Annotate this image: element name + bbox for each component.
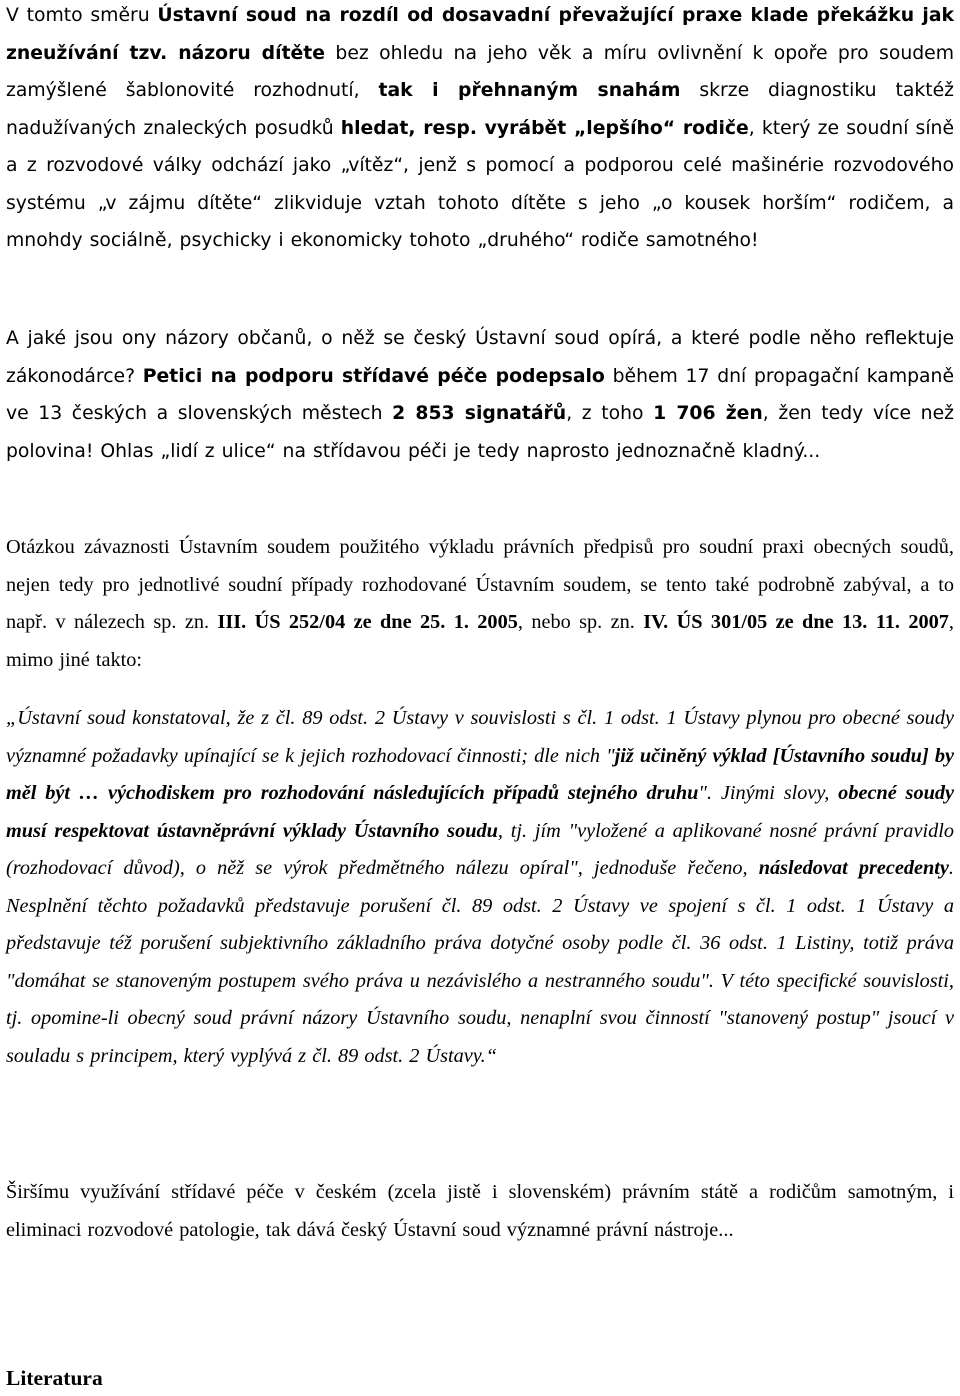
- text-span: během 17 dní propagační kampaně ve 13 českých a slovenských městech: [6, 365, 954, 424]
- text-span: , tj. jím "vyložené a aplikované nosné právní pravidlo (rozhodovací důvod), o něž se výrok předmětného nálezu opíral", jednoduše řečeno,: [6, 819, 954, 879]
- paragraph-constitutional-court-view: [6, 0, 954, 260]
- bold-text: již učiněný výklad [Ústavního soudu] by měl být … východiskem pro rozhodování následujících případů stejného druhu: [6, 744, 954, 804]
- bold-text: IV. ÚS 301/05 ze dne 13. 11. 2007: [643, 611, 949, 633]
- text-span: , z toho: [566, 403, 654, 424]
- bold-text: Ústavní soud na rozdíl od dosavadní převažující praxe klade překážku jak zneužívání tzv. názoru dítěte: [6, 5, 954, 64]
- text-span: Širšímu využívání střídavé péče v českém (zcela jistě i slovenském) právním státě a rodičům samotným, i eliminaci rozvodové patologie, tak dává český Ústavní soud významné právní nástroje...: [6, 1181, 954, 1241]
- bold-text: Petici na podporu střídavé péče podepsalo: [142, 365, 605, 387]
- bold-text: hledat, resp. vyrábět „lepšího“ rodiče: [340, 117, 749, 139]
- text-span: „Ústavní soud konstatoval, že z čl. 89 odst. 2 Ústavy v souvislosti s čl. 1 odst. 1 Ústavy plynou pro obecné soudy významné požadavky upínající se k jejich rozhodovací činnosti; dle nich ": [6, 707, 954, 767]
- text-span: A jaké jsou ony názory občanů, o něž se český Ústavní soud opírá, a které podle něho reflektuje zákonodárce?: [6, 328, 954, 387]
- paragraph-binding-interpretation: [6, 529, 954, 679]
- bold-text: 2 853 signatářů: [392, 403, 567, 424]
- bold-text: tak i přehnaným snahám: [378, 80, 681, 101]
- text-span: ". Jinými slovy,: [698, 782, 839, 804]
- section-heading-literatura: Literatura: [6, 1366, 103, 1390]
- text-span: , nebo sp. zn.: [517, 611, 644, 633]
- text-span: , mimo jiné takto:: [6, 611, 954, 671]
- text-span: Otázkou závaznosti Ústavním soudem použitého výkladu právních předpisů pro soudní praxi obecných soudů, nejen tedy pro jednotlivé soudní případy rozhodované Ústavním soudem, se tento také podrobně zabýval, a to např. v nálezech sp. zn.: [6, 536, 954, 633]
- bold-text: 1 706 žen: [653, 403, 763, 424]
- text-span: V tomto směru: [6, 5, 158, 26]
- paragraph-conclusion: [6, 1174, 954, 1249]
- text-span: . Nesplnění těchto požadavků představuje porušení čl. 89 odst. 2 Ústavy ve spojení s čl. 1 odst. 1 Ústavy a představuje též porušení subjektivního základního práva dotyčné osoby podle čl. 36 odst. 1 Listiny, totiž práva "domáhat se stanoveným postupem svého práva u nezávislého a nestranného soudu". V této specifické souvislosti, tj. opomine-li obecný soud právní názory Ústavního soudu, nenaplní svou činností "stanovený postup" jsoucí v souladu s principem, který vyplývá z čl. 89 odst. 2 Ústavy.“: [6, 857, 954, 1067]
- bold-text: III. ÚS 252/04 ze dne 25. 1. 2005: [217, 611, 518, 633]
- text-span: , který ze soudní síně a z rozvodové války odchází jako „vítěz“, jenž s pomocí a podporou celé mašinérie rozvodového systému „v zájmu dítěte“ zlikviduje vztah tohoto dítěte s jeho „o kousek horším“ rodičem, a mnohdy sociálně, psychicky i ekonomicky tohoto „druhého“ rodiče samotného!: [6, 117, 955, 251]
- text-span: skrze diagnostiku taktéž nadužívaných znaleckých posudků: [6, 80, 955, 139]
- paragraph-petition: [6, 320, 954, 470]
- text-span: , žen tedy více než polovina! Ohlas „lidí z ulice“ na střídavou péči je tedy naprosto jednoznačně kladný...: [6, 403, 954, 462]
- bold-text: následovat precedenty: [758, 857, 949, 879]
- quotation-block: [6, 700, 954, 1075]
- text-span: bez ohledu na jeho věk a míru ovlivnění k opoře pro soudem zamýšlené šablonovité rozhodnutí,: [6, 42, 954, 101]
- bold-text: obecné soudy musí respektovat ústavněprávní výklady Ústavního soudu: [6, 782, 955, 842]
